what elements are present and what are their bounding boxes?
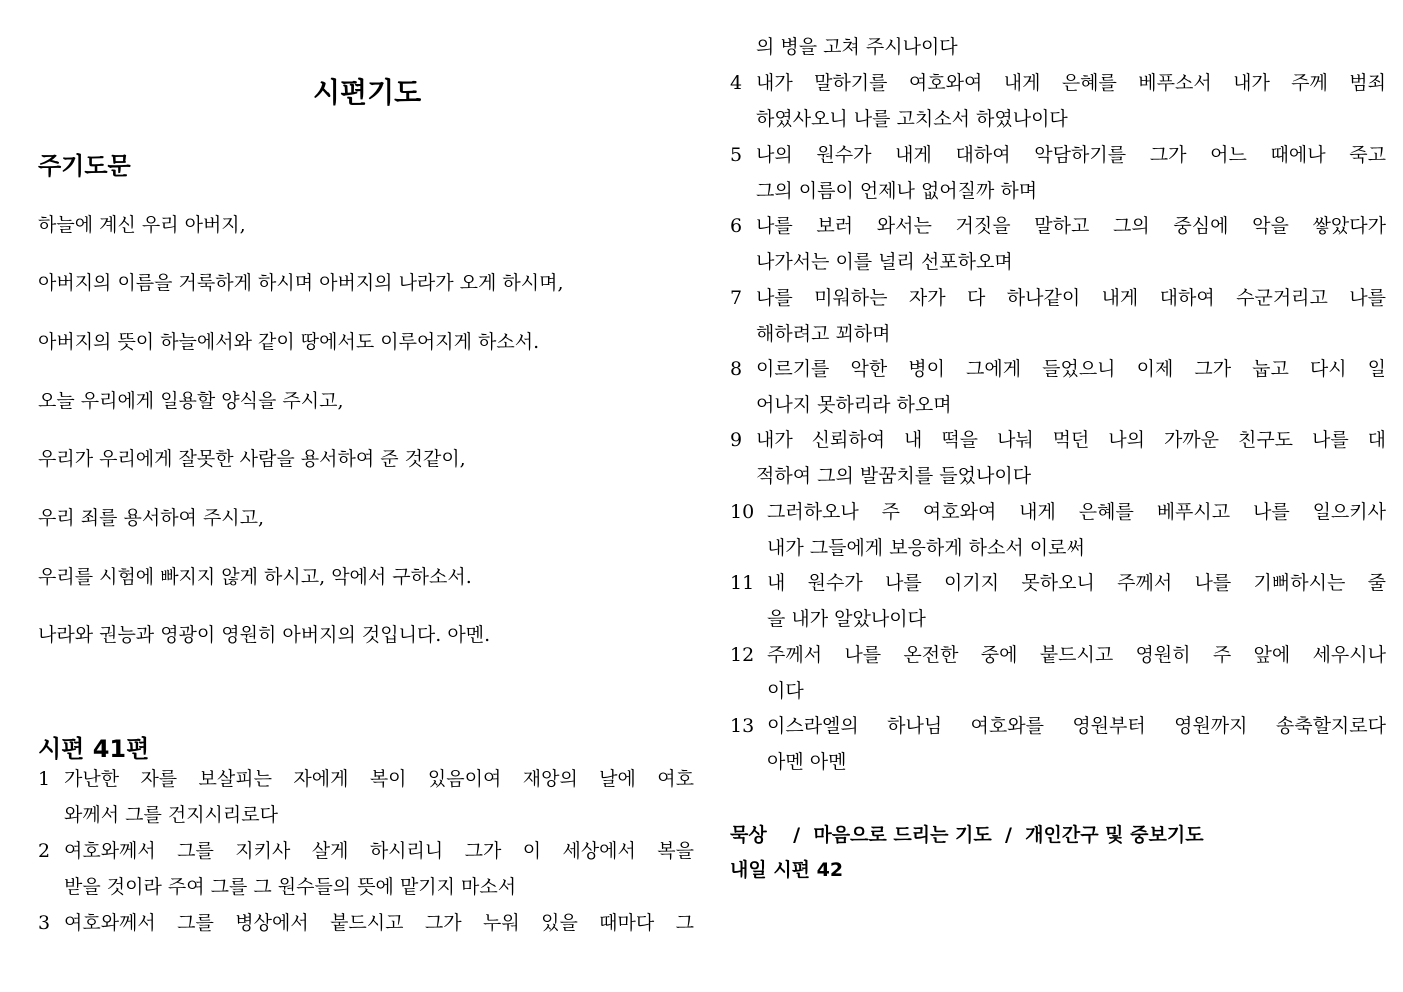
prayer-line: 나라와 권능과 영광이 영원히 아버지의 것입니다. 아멘. [38, 624, 491, 646]
verse-text: 내가 말하기를 여호와여 내게 은혜를 베푸소서 내가 주께 범죄 [756, 72, 1386, 94]
verse-number: 13 [730, 715, 755, 737]
prayer-line: 아버지의 이름을 거룩하게 하시며 아버지의 나라가 오게 하시며, [38, 272, 564, 294]
verse-text: 내 원수가 나를 이기지 못하오니 주께서 나를 기뻐하시는 줄 [767, 572, 1386, 594]
verse-text: 나를 미워하는 자가 다 하나같이 내게 대하여 수군거리고 나를 [756, 287, 1386, 309]
verse-text-continued: 해하려고 꾀하며 [756, 323, 891, 345]
verse-text-continued: 아멘 아멘 [767, 751, 847, 773]
verse-number: 1 [38, 768, 51, 790]
psalm-verse [730, 568, 1386, 640]
psalm-verse [38, 836, 694, 908]
psalm-verse [730, 711, 1386, 783]
verse-text: 내가 신뢰하여 내 떡을 나눠 먹던 나의 가까운 친구도 나를 대 [756, 429, 1386, 451]
verse-text-continued: 의 병을 고쳐 주시나이다 [756, 36, 958, 58]
psalm-verse [730, 211, 1386, 283]
psalm-verse [730, 283, 1386, 355]
verse-number: 11 [730, 572, 755, 594]
psalm-verse [730, 497, 1386, 569]
psalm-verse [730, 140, 1386, 212]
verse-text-continued: 와께서 그를 건지시리로다 [64, 804, 278, 826]
psalm-verse-continued [730, 32, 1386, 68]
verse-number: 5 [730, 144, 743, 166]
verse-number: 2 [38, 840, 51, 862]
verse-number: 12 [730, 644, 755, 666]
psalm-verse [730, 640, 1386, 712]
verse-text: 주께서 나를 온전한 중에 붙드시고 영원히 주 앞에 세우시나 [767, 644, 1386, 666]
lords-prayer-heading: 주기도문 [38, 152, 131, 180]
verse-text-continued: 어나지 못하리라 하오며 [756, 394, 952, 416]
verse-text-continued: 내가 그들에게 보응하게 하소서 이로써 [767, 537, 1085, 559]
prayer-line: 아버지의 뜻이 하늘에서와 같이 땅에서도 이루어지게 하소서. [38, 331, 540, 353]
psalm-verse [730, 354, 1386, 426]
verse-text-continued: 을 내가 알았나이다 [767, 608, 926, 630]
psalm-verse [38, 908, 694, 944]
verse-number: 3 [38, 912, 51, 934]
prayer-line: 오늘 우리에게 일용할 양식을 주시고, [38, 390, 344, 412]
verse-number: 7 [730, 287, 743, 309]
psalm-heading: 시편 41편 [38, 735, 150, 763]
prayer-line: 우리가 우리에게 잘못한 사람을 용서하여 준 것같이, [38, 448, 466, 470]
verse-number: 10 [730, 501, 755, 523]
verse-text: 여호와께서 그를 병상에서 붙드시고 그가 누워 있을 때마다 그 [64, 912, 694, 934]
verse-text-continued: 그의 이름이 언제나 없어질까 하며 [756, 180, 1038, 202]
prayer-line: 우리를 시험에 빠지지 않게 하시고, 악에서 구하소서. [38, 566, 472, 588]
prayer-steps: 묵상 / 마음으로 드리는 기도 / 개인간구 및 중보기도 [730, 824, 1204, 846]
next-reading: 내일 시편 42 [730, 859, 844, 881]
verse-text-continued: 받을 것이라 주여 그를 그 원수들의 뜻에 맡기지 마소서 [64, 876, 517, 898]
verse-number: 6 [730, 215, 743, 237]
prayer-line: 우리 죄를 용서하여 주시고, [38, 507, 265, 529]
page-title: 시편기도 [313, 76, 422, 109]
verse-number: 8 [730, 358, 743, 380]
verse-text-continued: 이다 [767, 680, 804, 702]
prayer-line: 하늘에 계신 우리 아버지, [38, 214, 246, 236]
verse-text: 나를 보러 와서는 거짓을 말하고 그의 중심에 악을 쌓았다가 [756, 215, 1386, 237]
psalm-verse [38, 764, 694, 836]
verse-number: 4 [730, 72, 743, 94]
verse-text: 이스라엘의 하나님 여호와를 영원부터 영원까지 송축할지로다 [767, 715, 1386, 737]
verse-text: 이르기를 악한 병이 그에게 들었으니 이제 그가 눕고 다시 일 [756, 358, 1386, 380]
verse-text-continued: 적하여 그의 발꿈치를 들었나이다 [756, 465, 1032, 487]
verse-text-continued: 하였사오니 나를 고치소서 하였나이다 [756, 108, 1068, 130]
verse-text: 그러하오나 주 여호와여 내게 은혜를 베푸시고 나를 일으키사 [767, 501, 1386, 523]
verse-text: 가난한 자를 보살피는 자에게 복이 있음이여 재앙의 날에 여호 [64, 768, 694, 790]
psalm-verse [730, 68, 1386, 140]
verse-text: 여호와께서 그를 지키사 살게 하시리니 그가 이 세상에서 복을 [64, 840, 694, 862]
verse-text-continued: 나가서는 이를 널리 선포하오며 [756, 251, 1013, 273]
verse-number: 9 [730, 429, 743, 451]
psalm-verse [730, 425, 1386, 497]
verse-text: 나의 원수가 내게 대하여 악담하기를 그가 어느 때에나 죽고 [756, 144, 1386, 166]
